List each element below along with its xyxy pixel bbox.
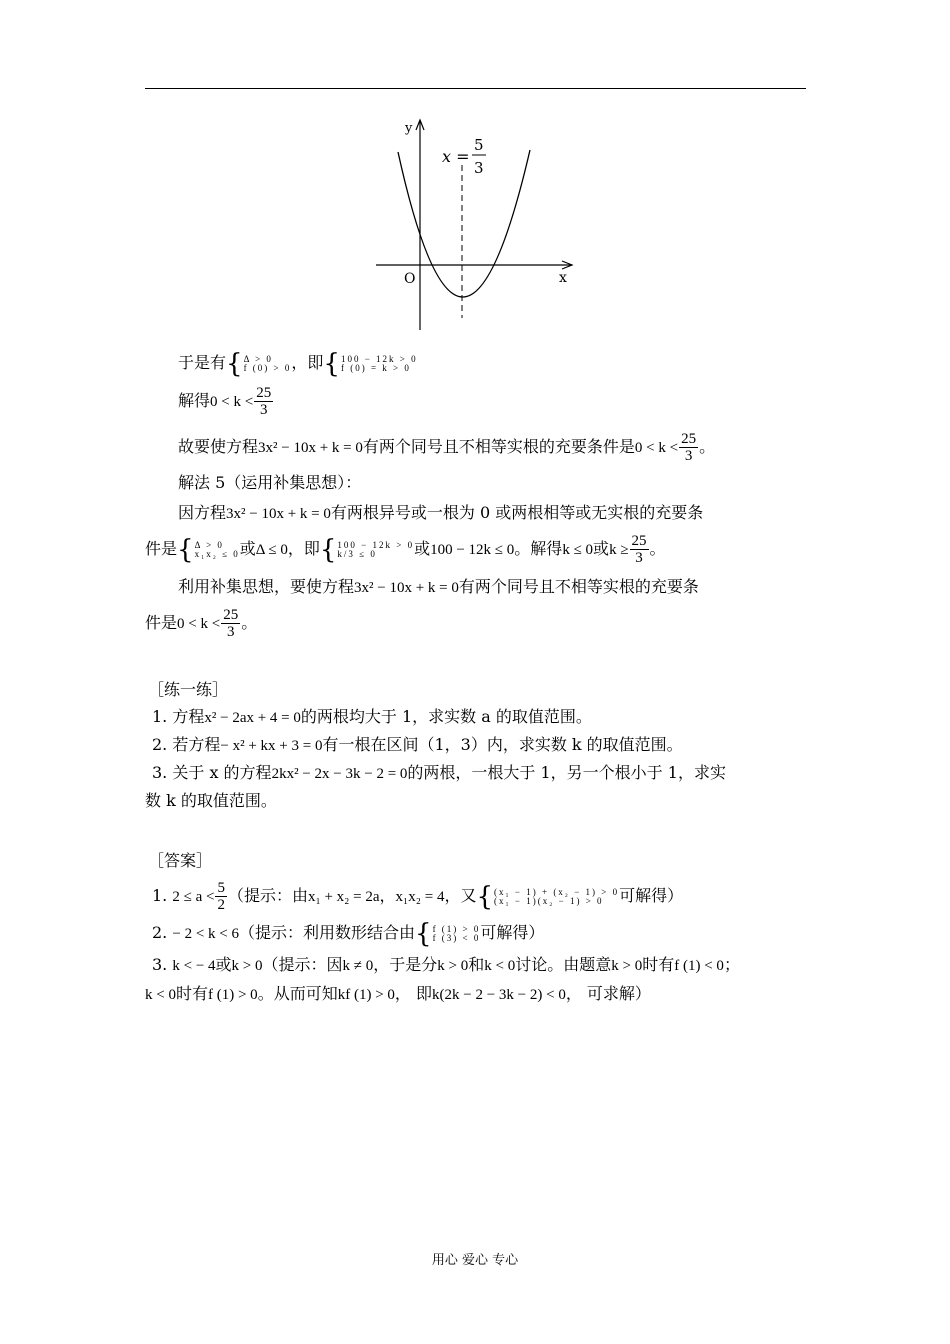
practice-heading: ［练一练］ <box>148 680 229 699</box>
line-5 <box>178 502 703 525</box>
text: 解得 <box>178 391 211 410</box>
system-row: f (3) < 0 <box>432 932 481 943</box>
text: ，即 <box>287 539 320 558</box>
text: （提示：由 <box>227 886 308 905</box>
text: 有两根异号或一根为 0 或两根相等或无实根的充要条 <box>330 503 704 522</box>
system-1: { Δ > 0 x₁x₂ ≤ 0 <box>177 534 240 565</box>
text: 有两个同号且不相等实根的充要条 <box>458 577 699 596</box>
system-row: f (0) > 0 <box>243 362 292 373</box>
text: ， 即 <box>394 984 432 1003</box>
math: k ≥ <box>609 542 629 558</box>
fraction <box>630 533 649 566</box>
denominator: 2 <box>217 897 225 913</box>
system: { f (1) > 0 f (3) < 0 <box>415 918 481 949</box>
numerator: 25 <box>223 607 239 623</box>
text: 于是有 <box>178 353 227 372</box>
text: 。 <box>699 437 716 456</box>
math: k ≤ 0 <box>562 542 594 558</box>
math: 0 < k < <box>634 440 679 456</box>
text: （提示：因 <box>262 955 343 974</box>
line-8 <box>145 607 257 640</box>
answers-heading: ［答案］ <box>148 851 213 870</box>
system-row: 100 − 12k > 0 <box>337 539 415 550</box>
fraction <box>254 385 273 418</box>
text: 。 <box>649 539 666 558</box>
practice-item-1 <box>152 706 592 729</box>
axis-eq-num: 5 <box>474 136 484 154</box>
text: 或 <box>239 539 256 558</box>
math: − 2 < k < 6 <box>172 926 239 942</box>
text: ； <box>723 955 740 974</box>
practice-item-3-cont: 数 k 的取值范围。 <box>145 791 277 810</box>
practice-item-2 <box>152 734 683 757</box>
text: ， 可求解） <box>565 984 651 1003</box>
line-1 <box>178 348 418 379</box>
system-row: f (1) > 0 <box>432 923 481 934</box>
text: 时有 <box>642 955 675 974</box>
answer-3 <box>152 954 740 977</box>
parabola-curve <box>398 150 530 297</box>
equation: 3x² − 10x + k = 0 <box>226 506 331 522</box>
denominator: 3 <box>684 448 693 464</box>
math: k > 0 <box>231 958 263 974</box>
text: ，又 <box>444 886 477 905</box>
math: k < 0 <box>145 987 176 1003</box>
numerator: 25 <box>681 431 697 447</box>
text: 3. 关于 x 的方程 <box>152 763 272 782</box>
system-row: f (0) = k > 0 <box>340 362 411 373</box>
system-row: Δ > 0 <box>194 539 224 550</box>
math: k(2k − 2 − 3k − 2) < 0 <box>432 987 566 1003</box>
text: 1. <box>152 886 168 905</box>
math: k > 0 <box>611 958 643 974</box>
text: 1. 方程 <box>152 707 205 726</box>
parabola-graph <box>360 110 590 335</box>
practice-item-3 <box>152 762 726 785</box>
text: 2. 若方程 <box>152 735 221 754</box>
text: 故要使方程 <box>178 437 259 456</box>
line-3 <box>178 431 715 464</box>
system-1: { Δ > 0 f (0) > 0 <box>226 348 292 379</box>
x-label: x <box>559 270 567 286</box>
equation: 2kx² − 2x − 3k − 2 = 0 <box>271 766 408 782</box>
text: 件是 <box>145 613 178 632</box>
numerator: 5 <box>217 880 225 896</box>
math: 100 − 12k ≤ 0 <box>430 542 515 558</box>
math: k ≠ 0 <box>342 958 374 974</box>
line-6 <box>145 533 666 566</box>
text: 。 <box>241 613 258 632</box>
text: 因方程 <box>178 503 227 522</box>
text: 有两个同号且不相等实根的充要条件是 <box>362 437 635 456</box>
text: （提示：利用数形结合由 <box>239 923 416 942</box>
y-label: y <box>405 121 413 136</box>
math: Δ ≤ 0 <box>255 542 288 558</box>
system-2: { 100 − 12k > 0 f (0) = k > 0 <box>323 348 418 379</box>
text: 解法 5（运用补集思想）： <box>178 473 362 492</box>
text: 或 <box>215 955 232 974</box>
axis-eq-lhs: x = <box>442 147 470 166</box>
fraction <box>679 431 698 464</box>
system-row: k/3 ≤ 0 <box>337 548 377 559</box>
text: ，即 <box>291 353 324 372</box>
text: 讨论。由题意 <box>515 955 612 974</box>
page-footer: 用心 爱心 专心 <box>431 1253 519 1268</box>
text: ，于是分 <box>373 955 438 974</box>
text: 或 <box>593 539 610 558</box>
text: 可解得） <box>619 886 684 905</box>
origin-label: O <box>404 271 416 287</box>
math: k > 0 <box>437 958 469 974</box>
numerator: 25 <box>256 385 272 401</box>
math: f (1) > 0 <box>207 987 258 1003</box>
fraction <box>215 880 227 913</box>
math: f (1) < 0 <box>674 958 724 974</box>
denominator: 3 <box>635 550 643 566</box>
text: 3. <box>152 955 168 974</box>
text: ， <box>379 886 396 905</box>
math: x₁x₂ = 4 <box>395 889 445 905</box>
system: { (x₁ − 1) + (x₂ − 1) > 0 (x₁ − 1)(x₂ − 1) > 0 <box>476 881 620 912</box>
text: 和 <box>468 955 485 974</box>
equation: 3x² − 10x + k = 0 <box>258 440 363 456</box>
equation: 3x² − 10x + k = 0 <box>354 580 459 596</box>
answer-2 <box>152 918 545 949</box>
denominator: 3 <box>226 624 235 640</box>
axis-eq-den: 3 <box>474 159 484 177</box>
text: 件是 <box>145 539 178 558</box>
header-rule <box>145 88 806 89</box>
line-7 <box>178 576 699 599</box>
system-row: x₁x₂ ≤ 0 <box>194 548 240 559</box>
math: 0 < k < <box>210 394 254 410</box>
text: 时有 <box>175 984 208 1003</box>
text: 的两根，一根大于 1，另一个根小于 1，求实 <box>407 763 726 782</box>
fraction <box>221 607 240 640</box>
text: 有一根在区间（1，3）内，求实数 k 的取值范围。 <box>322 735 683 754</box>
denominator: 3 <box>259 402 268 418</box>
text: 。从而可知 <box>257 984 338 1003</box>
text: 2. <box>152 923 168 942</box>
equation: x² − 2ax + 4 = 0 <box>204 710 301 726</box>
numerator: 25 <box>631 533 647 549</box>
system-2: { 100 − 12k > 0 k/3 ≤ 0 <box>319 534 415 565</box>
text: 或 <box>414 539 431 558</box>
system-row: (x₁ − 1)(x₂ − 1) > 0 <box>494 895 604 906</box>
math: kf (1) > 0 <box>337 987 395 1003</box>
system-row: Δ > 0 <box>243 353 273 364</box>
line-2 <box>178 385 274 418</box>
text: 可解得） <box>480 923 545 942</box>
text: 利用补集思想，要使方程 <box>178 577 355 596</box>
text: 的两根均大于 1，求实数 a 的取值范围。 <box>300 707 592 726</box>
answer-3-cont <box>145 983 651 1006</box>
line-4 <box>178 472 361 494</box>
equation: − x² + kx + 3 = 0 <box>220 738 323 754</box>
math: 2 ≤ a < <box>172 889 215 905</box>
system-row: 100 − 12k > 0 <box>340 353 418 364</box>
math: k < 0 <box>484 958 516 974</box>
math: x₁ + x₂ = 2a <box>307 889 380 905</box>
system-row: (x₁ − 1) + (x₂ − 1) > 0 <box>494 886 620 897</box>
math: k < − 4 <box>172 958 216 974</box>
answer-1 <box>152 880 683 913</box>
math: 0 < k < <box>177 616 221 632</box>
text: 。解得 <box>514 539 563 558</box>
